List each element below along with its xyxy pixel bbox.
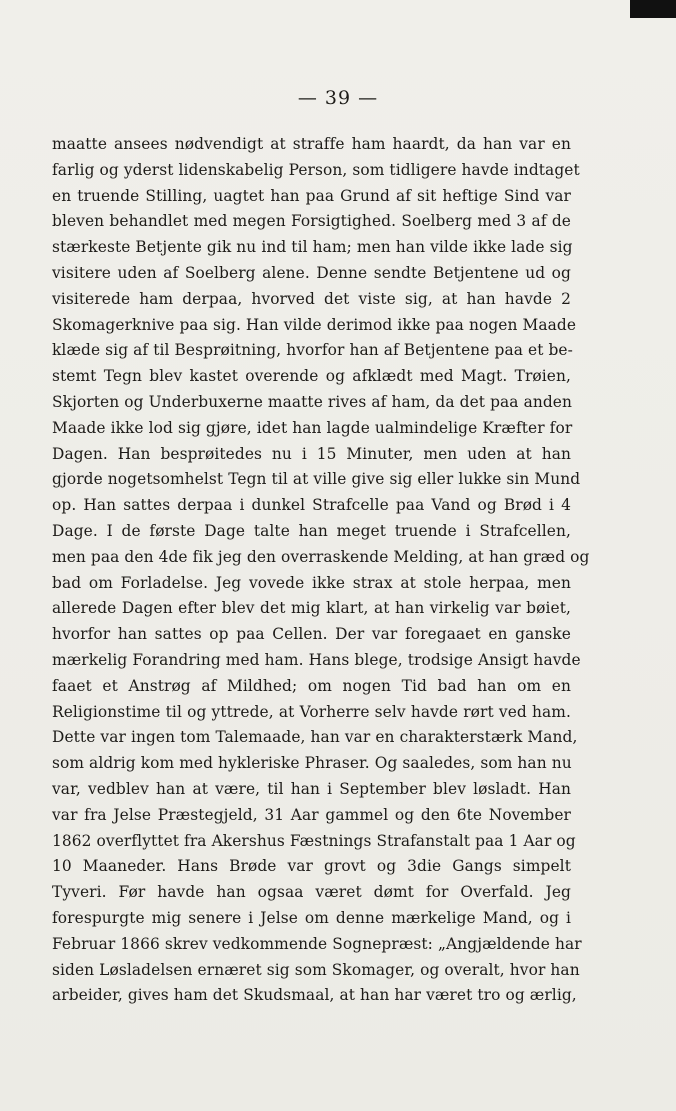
text-line: Tyveri. Før havde han ogsaa været dømt for Overfald. Jeg — [52, 883, 571, 902]
text-line: Februar 1866 skrev vedkommende Sognepræst: „Angjældende har — [52, 934, 582, 953]
text-line: Maade ikke lod sig gjøre, idet han lagde ualmindelige Kræfter for — [52, 418, 573, 437]
text-line: 10 Maaneder. Hans Brøde var grovt og 3die Gangs simpelt — [52, 857, 571, 876]
text-line: Dagen. Han besprøitedes nu i 15 Minuter, men uden at han — [52, 444, 571, 463]
text-line: bleven behandlet med megen Forsigtighed. Soelberg med 3 af de — [52, 212, 571, 231]
text-line: men paa den 4de fik jeg den overraskende Melding, at han græd og — [52, 547, 590, 566]
text-line: maatte ansees nødvendigt at straffe ham haardt, da han var en — [52, 135, 571, 153]
text-line: siden Løsladelsen ernæret sig som Skomager, og overalt, hvor han — [52, 960, 580, 979]
text-line: Religionstime til og yttrede, at Vorherre selv havde rørt ved ham. — [52, 702, 571, 721]
body-text — [52, 132, 590, 1009]
text-line: som aldrig kom med hykleriske Phraser. Og saaledes, som han nu — [52, 754, 572, 773]
text-line: klæde sig af til Besprøitning, hvorfor han af Betjentene paa et be- — [52, 341, 573, 360]
text-line: stemt Tegn blev kastet overende og afklædt med Magt. Trøien, — [52, 367, 571, 386]
text-line: faaet et Anstrøg af Mildhed; om nogen Tid bad han om en — [52, 676, 571, 695]
text-line: gjorde nogetsomhelst Tegn til at ville give sig eller lukke sin Mund — [52, 470, 581, 489]
text-line: forespurgte mig senere i Jelse om denne mærkelige Mand, og i — [52, 908, 571, 927]
text-line: var, vedblev han at være, til han i September blev løsladt. Han — [52, 779, 571, 798]
text-line: arbeider, gives ham det Skudsmaal, at han har været tro og ærlig, — [52, 986, 577, 1005]
scan-corner-mark — [630, 0, 676, 18]
text-line: allerede Dagen efter blev det mig klart, at han virkelig var bøiet, — [52, 599, 571, 618]
text-line: 1862 overflyttet fra Akershus Fæstnings Strafanstalt paa 1 Aar og — [52, 831, 576, 850]
text-line: Dette var ingen tom Talemaade, han var en charakterstærk Mand, — [52, 728, 578, 747]
text-line: farlig og yderst lidenskabelig Person, som tidligere havde indtaget — [52, 160, 580, 179]
page-number: — 39 — — [297, 87, 379, 109]
text-line: en truende Stilling, uagtet han paa Grund af sit heftige Sind var — [52, 186, 571, 205]
text-line: Skomagerknive paa sig. Han vilde derimod ikke paa nogen Maade — [52, 315, 577, 334]
text-line: visiterede ham derpaa, hvorved det viste sig, at han havde 2 — [52, 289, 571, 308]
text-line: Dage. I de første Dage talte han meget truende i Strafcellen, — [52, 521, 571, 540]
text-line: mærkelig Forandring med ham. Hans blege, trodsige Ansigt havde — [52, 650, 581, 669]
text-line: visitere uden af Soelberg alene. Denne sendte Betjentene ud og — [52, 263, 571, 282]
text-line: hvorfor han sattes op paa Cellen. Der var foregaaet en ganske — [52, 625, 571, 644]
text-line: bad om Forladelse. Jeg vovede ikke strax at stole herpaa, men — [52, 573, 571, 592]
text-line: Skjorten og Underbuxerne maatte rives af ham, da det paa anden — [52, 392, 573, 411]
text-line: var fra Jelse Præstegjeld, 31 Aar gammel og den 6te November — [52, 805, 571, 824]
text-line: stærkeste Betjente gik nu ind til ham; men han vilde ikke lade sig — [52, 238, 573, 257]
text-line: op. Han sattes derpaa i dunkel Strafcelle paa Vand og Brød i 4 — [52, 496, 571, 515]
